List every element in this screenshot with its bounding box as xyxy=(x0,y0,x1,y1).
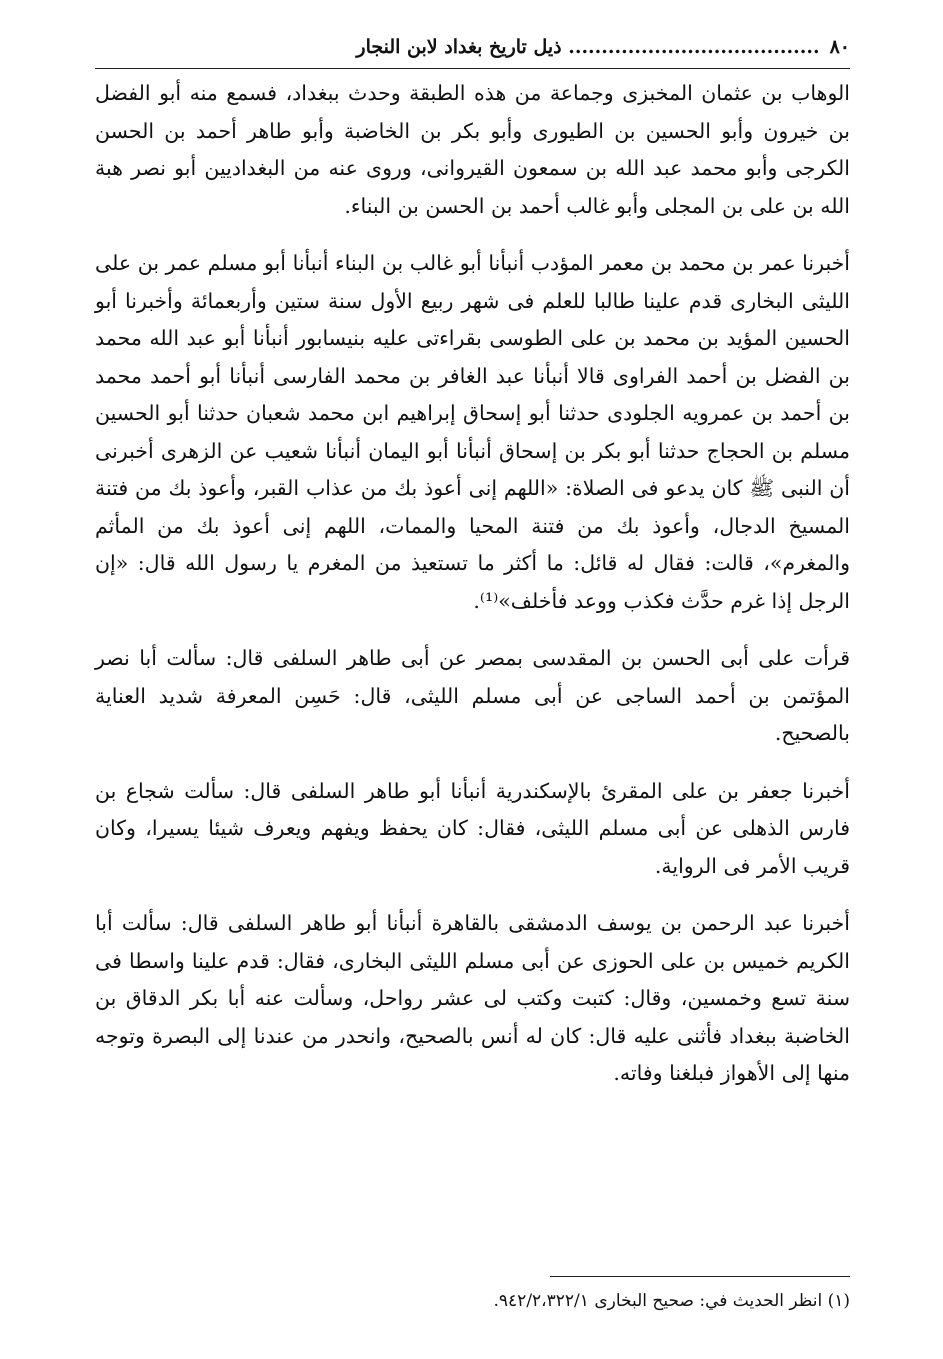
page-number: ٨٠ xyxy=(829,36,850,58)
paragraph-1: الوهاب بن عثمان المخبزى وجماعة من هذه الطبقة وحدث ببغداد، فسمع منه أبو الفضل بن خيرون وأبو الحسين بن الطيورى وأبو بكر بن الخاضبة وأبو طاهر أحمد بن الحسن الكرجى وأبو محمد عبد الله بن سمعون القيروانى، وروى عنه من البغداديين أبو نصر هبة الله بن على بن المجلى وأبو غالب أحمد بن الحسن بن البناء. xyxy=(95,81,850,218)
footnote-divider xyxy=(550,1276,850,1277)
book-page xyxy=(95,30,850,1330)
footnote: (١) انظر الحديث في: صحيح البخارى ٩٤٢/٢،٣٢٢/١. xyxy=(493,1291,850,1311)
paragraph-2: أخبرنا عمر بن محمد بن معمر المؤدب أنبأنا أبو غالب بن البناء أنبأنا أبو مسلم عمر بن على الليثى البخارى قدم علينا طالبا للعلم فى شهر ربيع الأول سنة ستين وأربعمائة وأخبرنا أبو الحسين المؤيد بن محمد بن على الطوسى بقراءتى عليه بنيسابور أنبأنا أبو عبد الله محمد بن الفضل بن أحمد الفراوى قالا أنبأنا عبد الغافر بن محمد الفارسى أنبأنا أبو أحمد محمد بن أحمد بن عمرويه الجلودى حدثنا أبو إسحاق إبراهيم ابن محمد شعبان حدثنا أبو الحسين مسلم بن الحجاج حدثنا أبو بكر بن إسحاق أنبأنا أبو اليمان أنبأنا شعيب عن الزهرى أخبرنى أن النبى ﷺ كان يدعو فى الصلاة: «اللهم إنى أعوذ بك من عذاب القبر، وأعوذ بك من فتنة المسيخ الدجال، وأعوذ بك من فتنة المحيا والممات، اللهم إنى أعوذ بك من المأثم والمغرم»، قالت: فقال له قائل: ما أكثر ما تستعيذ من المغرم يا رسول الله قال: «إن الرجل إذا غرم حدَّث فكذب ووعد فأخلف»⁽¹⁾. xyxy=(95,251,850,613)
running-title: ...................................... ذيل تاريخ بغداد لابن النجار xyxy=(356,36,820,58)
paragraph-5: أخبرنا عبد الرحمن بن يوسف الدمشقى بالقاهرة أنبأنا أبو طاهر السلفى قال: سألت أبا الكريم خميس بن على الحوزى عن أبى مسلم الليثى البخارى، فقال: قدم علينا واسطا فى سنة تسع وخمسين، وقال: كتبت وكتب لى عشر رواحل، وسألت عنه أبا بكر الدقاق بن الخاضبة ببغداد فأثنى عليه قال: كان له أنس بالصحيح، وانحدر من عندنا إلى البصرة وتوجه منها إلى الأهواز فبلغنا وفاته. xyxy=(95,911,850,1085)
paragraph-3: قرأت على أبى الحسن بن المقدسى بمصر عن أبى طاهر السلفى قال: سألت أبا نصر المؤتمن بن أحمد الساجى عن أبى مسلم الليثى، قال: حَسِن المعرفة شديد العناية بالصحيح. xyxy=(95,646,850,745)
paragraph-4: أخبرنا جعفر بن على المقرئ بالإسكندرية أنبأنا أبو طاهر السلفى قال: سألت شجاع بن فارس الذهلى عن أبى مسلم الليثى، فقال: كان يحفظ ويفهم ويعرف شيئا يسيرا، وكان قريب الأمر فى الرواية. xyxy=(95,778,850,878)
page-header xyxy=(95,30,850,69)
